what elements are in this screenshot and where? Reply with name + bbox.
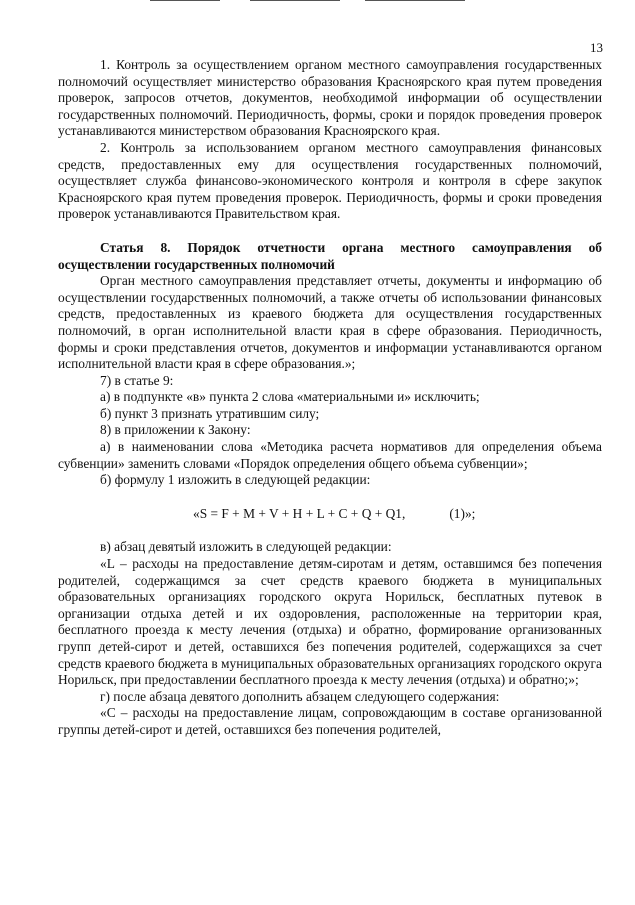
top-edge-rule: [150, 0, 470, 2]
paragraph-item-8v: в) абзац девятый изложить в следующей редакции:: [100, 539, 392, 555]
paragraph-item-7: 7) в статье 9:: [100, 372, 174, 388]
article-8-heading: Статья 8. Порядок отчетности органа местного самоуправления об осуществлении государственных полномочий: [58, 239, 602, 272]
paragraph-item-8b: б) формулу 1 изложить в следующей редакции:: [100, 472, 371, 488]
paragraph-L-definition: «L – расходы на предоставление детям-сиротам и детям, оставшимся без попечения родителей, содержащимся за счет средств краевого бюджета в муниципальных образовательных организациях городского округа Норильск, бесплатных путевок в организации отдыха детей и их оздоровления, расположенные на территории края, бесплатного проезда к месту лечения (отдыха) и обратно, формирование организованных групп детей-сирот и детей, оставшихся без попечения родителей, содержащихся за счет средств краевого бюджета в муниципальных образовательных организациях городского округа Норильск, при предоставлении бесплатного проезда к месту лечения (отдыха) и обратно;»;: [58, 556, 602, 688]
paragraph-item-8a: а) в наименовании слова «Методика расчета нормативов для определения объема субвенции» заменить словами «Порядок определения общего объема субвенции»;: [58, 439, 602, 471]
page-number: 13: [590, 40, 603, 55]
paragraph-item-7a: а) в подпункте «в» пункта 2 слова «материальными и» исключить;: [100, 389, 480, 405]
paragraph-item-8g: г) после абзаца девятого дополнить абзацем следующего содержания:: [100, 688, 500, 704]
spacer: [58, 522, 602, 539]
paragraph-item-7b: б) пункт 3 признать утратившим силу;: [100, 405, 320, 421]
formula: «S = F + M + V + H + L + C + Q + Q1,: [193, 505, 406, 521]
paragraph-C-definition: «C – расходы на предоставление лицам, сопровождающим в составе организованной группы детей-сирот и детей, оставшихся без попечения родителей,: [58, 705, 602, 737]
spacer: [58, 223, 602, 240]
formula-number: (1)»;: [449, 505, 476, 521]
document-body: [58, 57, 602, 739]
paragraph-item-8: 8) в приложении к Закону:: [100, 422, 251, 438]
paragraph-control-2: 2. Контроль за использованием органом местного самоуправления финансовых средств, предоставленных ему для осуществления государственных полномочий, осуществляет служба финансово-экономического контроля и контроля в сфере закупок Красноярского края путем проведения проверок. Периодичность, формы и сроки проведения проверок устанавливаются Правительством края.: [58, 139, 602, 222]
paragraph-article-8: Орган местного самоуправления представляет отчеты, документы и информацию об осуществлении государственных полномочий, а также отчеты об использовании финансовых средств, предоставленных из краевого бюджета для осуществления государственных полномочий, в орган исполнительной власти края в сфере образования. Периодичность, формы и сроки представления отчетов, документов и информации устанавливаются органом исполнительной власти края в сфере образования.»;: [58, 273, 602, 372]
formula-line: [58, 506, 602, 523]
paragraph-control-1: 1. Контроль за осуществлением органом местного самоуправления государственных полномочий осуществляет министерство образования Красноярского края путем проведения проверок, запросов отчетов, документов, необходимой информации об осуществлении государственных полномочий. Периодичность, формы, сроки и порядок проведения проверок устанавливаются министерством образования Красноярского края.: [58, 57, 602, 139]
spacer: [58, 489, 602, 506]
